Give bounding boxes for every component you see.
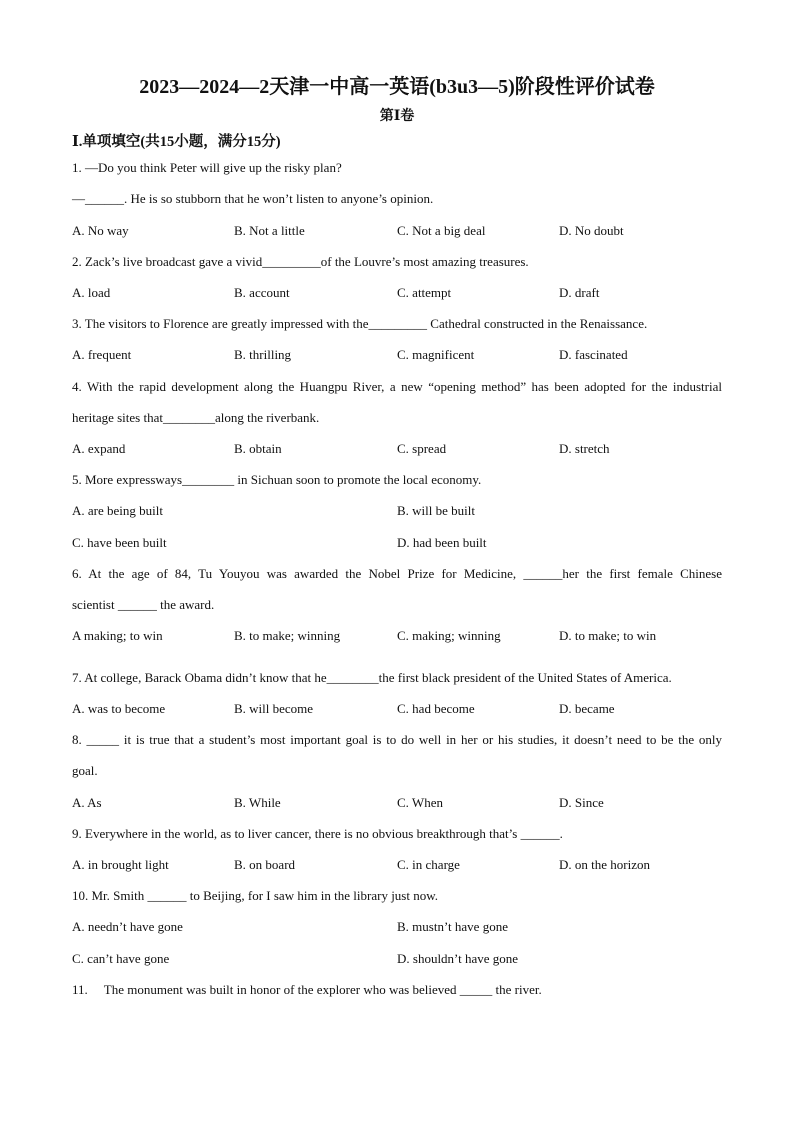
question-1-dialogue: —______. He is so stubborn that he won’t listen to anyone’s opinion.: [72, 191, 434, 206]
q4-option-d: D. stretch: [559, 441, 610, 456]
question-4-stem-line-2: heritage sites that________along the riverbank.: [72, 410, 320, 425]
question-6-stem-line-2: scientist ______ the award.: [72, 597, 215, 612]
q3-option-a: A. frequent: [72, 347, 132, 362]
q6-option-c: C. making; winning: [397, 628, 501, 643]
question-3-stem: 3. The visitors to Florence are greatly impressed with the_________ Cathedral constructed in the Renaissance.: [72, 316, 648, 331]
q8-option-b: B. While: [234, 795, 281, 810]
q8-option-a: A. As: [72, 795, 102, 810]
q3-option-c: C. magnificent: [397, 347, 475, 362]
q1-option-c: C. Not a big deal: [397, 223, 486, 238]
exam-title: 2023—2024—2天津一中高一英语(b3u3—5)阶段性评价试卷: [139, 76, 655, 98]
volume-label: 第Ⅰ卷: [379, 109, 415, 124]
question-1-stem: 1. —Do you think Peter will give up the risky plan?: [72, 160, 342, 175]
section-heading: Ⅰ.单项填空(共15小题，满分15分): [72, 134, 281, 150]
q9-option-b: B. on board: [234, 857, 296, 872]
q10-option-b: B. mustn’t have gone: [397, 919, 508, 934]
question-8-stem-line-1: 8. _____ it is true that a student’s most important goal is to do well in her or his studies, it doesn’t need to be the only: [72, 732, 722, 747]
q5-option-b: B. will be built: [397, 503, 475, 518]
q7-option-a: A. was to become: [72, 701, 166, 716]
q5-option-a: A. are being built: [72, 503, 163, 518]
q7-option-c: C. had become: [397, 701, 475, 716]
q7-option-b: B. will become: [234, 701, 314, 716]
q6-option-d: D. to make; to win: [559, 628, 657, 643]
q6-option-a: A making; to win: [72, 628, 163, 643]
q5-option-c: C. have been built: [72, 535, 167, 550]
q8-option-c: C. When: [397, 795, 443, 810]
q8-option-d: D. Since: [559, 795, 604, 810]
q3-option-b: B. thrilling: [234, 347, 292, 362]
question-2-stem: 2. Zack’s live broadcast gave a vivid_________of the Louvre’s most amazing treasures.: [72, 254, 529, 269]
q10-option-a: A. needn’t have gone: [72, 919, 183, 934]
question-9-stem: 9. Everywhere in the world, as to liver cancer, there is no obvious breakthrough that’s ______.: [72, 826, 563, 841]
q2-option-c: C. attempt: [397, 285, 452, 300]
q2-option-d: D. draft: [559, 285, 600, 300]
q9-option-d: D. on the horizon: [559, 857, 650, 872]
q10-option-c: C. can’t have gone: [72, 951, 170, 966]
question-8-stem-line-2: goal.: [72, 763, 98, 778]
question-11-stem: 11. The monument was built in honor of the explorer who was believed _____ the river.: [72, 982, 542, 997]
q9-option-c: C. in charge: [397, 857, 460, 872]
q4-option-c: C. spread: [397, 441, 447, 456]
q5-option-d: D. had been built: [397, 535, 487, 550]
q6-option-b: B. to make; winning: [234, 628, 341, 643]
question-10-stem: 10. Mr. Smith ______ to Beijing, for I saw him in the library just now.: [72, 888, 439, 903]
q4-option-b: B. obtain: [234, 441, 282, 456]
q7-option-d: D. became: [559, 701, 615, 716]
question-6-stem-line-1: 6. At the age of 84, Tu Youyou was awarded the Nobel Prize for Medicine, ______her the first female Chinese: [72, 566, 722, 581]
q10-option-d: D. shouldn’t have gone: [397, 951, 519, 966]
q4-option-a: A. expand: [72, 441, 126, 456]
q1-option-a: A. No way: [72, 223, 129, 238]
q2-option-a: A. load: [72, 285, 111, 300]
q1-option-d: D. No doubt: [559, 223, 624, 238]
question-5-stem: 5. More expressways________ in Sichuan soon to promote the local economy.: [72, 472, 482, 487]
q9-option-a: A. in brought light: [72, 857, 169, 872]
q3-option-d: D. fascinated: [559, 347, 628, 362]
q2-option-b: B. account: [234, 285, 290, 300]
question-4-stem-line-1: 4. With the rapid development along the Huangpu River, a new “opening method” has been adopted for the industrial: [72, 379, 722, 394]
q1-option-b: B. Not a little: [234, 223, 305, 238]
question-7-stem: 7. At college, Barack Obama didn’t know that he________the first black president of the United States of America.: [72, 670, 672, 685]
